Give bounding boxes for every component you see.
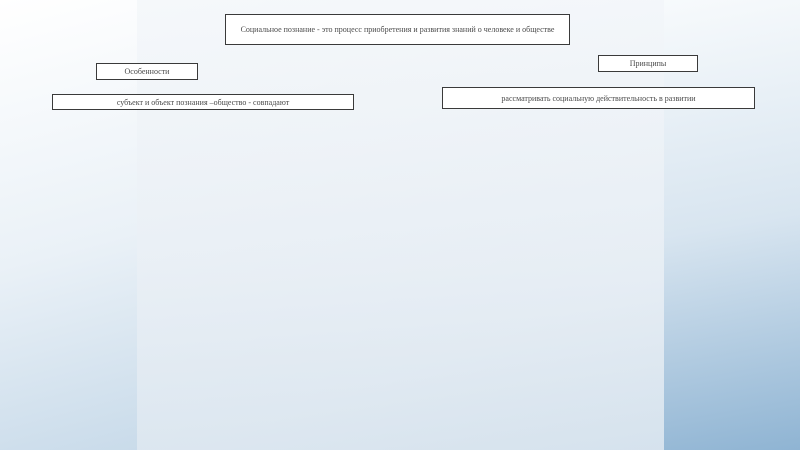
- features-heading: Особенности: [124, 67, 170, 76]
- principle-item-text: рассматривать социальную действительность в развитии: [501, 93, 696, 103]
- definition-box: [225, 14, 570, 45]
- definition-text: Социальное познание - это процесс приобретения и развития знаний о человеке и обществе: [240, 25, 555, 34]
- principles-heading: Принципы: [629, 59, 667, 68]
- background-panel-center: [137, 0, 664, 450]
- features-heading-box: [96, 63, 198, 80]
- principle-item-box: [442, 87, 755, 109]
- feature-item-box: [52, 94, 354, 110]
- feature-item-text: субъект и объект познания –общество - совпадают: [116, 97, 290, 107]
- principles-heading-box: [598, 55, 698, 72]
